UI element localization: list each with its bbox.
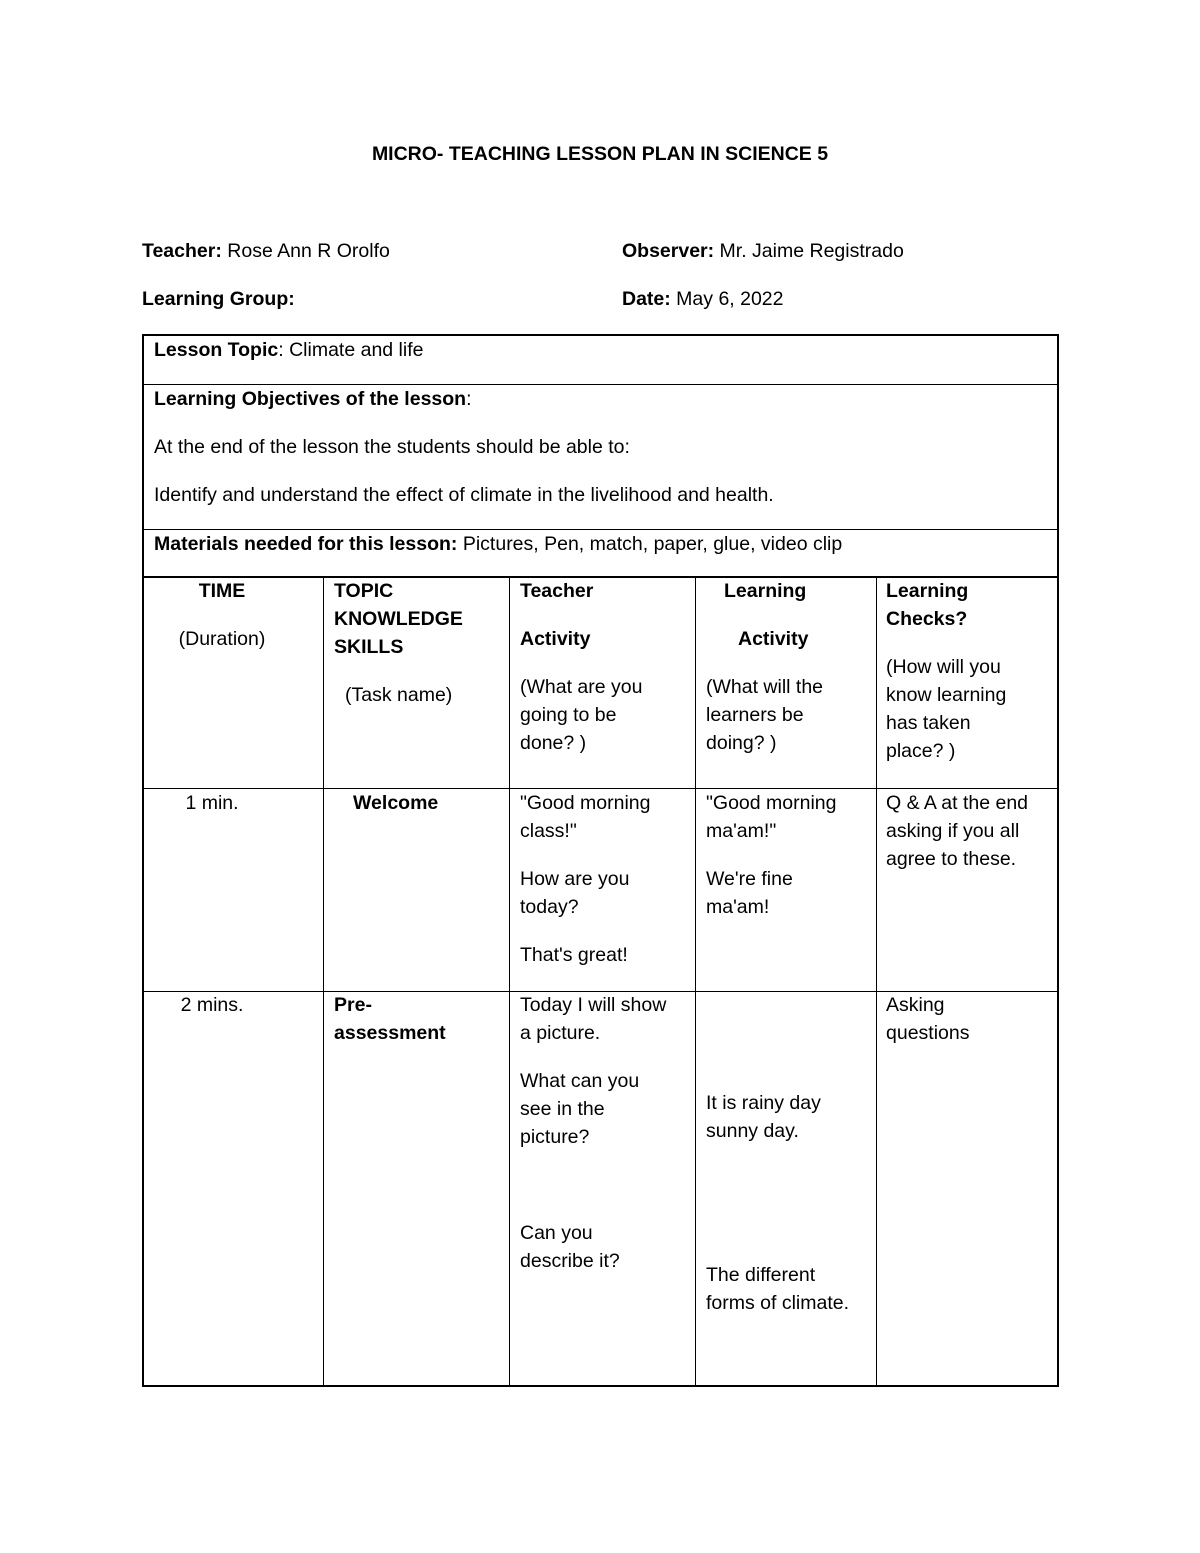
header-teacher-line: Teacher bbox=[520, 580, 594, 602]
row1-teacher-line: today? bbox=[520, 896, 579, 918]
header-teacher-activity bbox=[520, 577, 692, 757]
row1-teacher-line: That's great! bbox=[520, 944, 628, 966]
row1-learning-activity bbox=[706, 789, 872, 921]
lesson-activity-table bbox=[142, 576, 1059, 1387]
row2-learning-checks bbox=[886, 991, 1058, 1047]
row2-learning-line: forms of climate. bbox=[706, 1292, 850, 1314]
objectives-intro: At the end of the lesson the students should be able to: bbox=[154, 436, 630, 458]
row1-learning-line: ma'am! bbox=[706, 896, 770, 918]
row2-checks-line: questions bbox=[886, 1022, 970, 1044]
row2-learning-line: sunny day. bbox=[706, 1120, 799, 1142]
header-learning-line: (What will the bbox=[706, 676, 824, 698]
teacher-value: Rose Ann R Orolfo bbox=[221, 240, 390, 262]
header-checks-line: has taken bbox=[886, 712, 971, 734]
row1-learning-line: "Good morning bbox=[706, 792, 837, 814]
header-teacher-line: done? ) bbox=[520, 732, 587, 754]
teacher-field bbox=[142, 240, 390, 263]
row1-learning-line: We're fine bbox=[706, 868, 793, 890]
row1-time: 1 min. bbox=[185, 792, 239, 814]
row1-checks-line: asking if you all bbox=[886, 820, 1020, 842]
column-divider bbox=[876, 577, 877, 1385]
row1-teacher-activity bbox=[520, 789, 692, 969]
header-checks-line: Learning bbox=[886, 580, 969, 602]
row2-learning-line: The different bbox=[706, 1264, 816, 1286]
header-learning-activity bbox=[706, 577, 872, 757]
header-checks-line: (How will you bbox=[886, 656, 1001, 678]
column-divider bbox=[695, 577, 696, 1385]
row1-learning-checks bbox=[886, 789, 1058, 873]
row2-teacher-line: a picture. bbox=[520, 1022, 601, 1044]
objectives-item: Identify and understand the effect of climate in the livelihood and health. bbox=[154, 484, 774, 506]
row2-teacher-line: What can you bbox=[520, 1070, 640, 1092]
row2-topic-line: Pre- bbox=[334, 994, 372, 1016]
objectives-label: Learning Objectives of the lesson bbox=[154, 388, 467, 410]
header-topic-line: TOPIC bbox=[334, 580, 394, 602]
header-topic bbox=[334, 577, 504, 709]
row2-teacher-line: describe it? bbox=[520, 1250, 620, 1272]
teacher-label: Teacher: bbox=[142, 240, 222, 262]
objectives-colon: : bbox=[466, 388, 472, 410]
learning-group-label: Learning Group: bbox=[142, 288, 295, 310]
lesson-topic-label: Lesson Topic bbox=[154, 339, 279, 361]
header-learning-checks bbox=[886, 577, 1058, 765]
row2-teacher-line: Today I will show bbox=[520, 994, 667, 1016]
row2-topic bbox=[334, 991, 504, 1047]
observer-label: Observer: bbox=[622, 240, 715, 262]
header-time-subtitle: (Duration) bbox=[178, 628, 266, 650]
materials-row bbox=[144, 530, 1057, 576]
header-time bbox=[144, 577, 300, 653]
header-learning-line: Learning bbox=[724, 580, 807, 602]
header-checks-line: know learning bbox=[886, 684, 1007, 706]
lesson-topic-value: : Climate and life bbox=[278, 339, 424, 361]
row2-learning-activity bbox=[706, 1089, 872, 1317]
header-topic-line: KNOWLEDGE bbox=[334, 608, 463, 630]
learning-group-field bbox=[142, 288, 295, 311]
header-teacher-line: (What are you bbox=[520, 676, 643, 698]
learning-objectives-row bbox=[144, 385, 1057, 530]
lesson-info-table bbox=[142, 334, 1059, 578]
date-value: May 6, 2022 bbox=[670, 288, 784, 310]
row1-teacher-line: How are you bbox=[520, 868, 630, 890]
row2-teacher-line: picture? bbox=[520, 1126, 590, 1148]
lesson-topic-row bbox=[144, 336, 1057, 385]
page-title: MICRO- TEACHING LESSON PLAN IN SCIENCE 5 bbox=[371, 143, 829, 165]
row2-learning-line: It is rainy day bbox=[706, 1092, 821, 1114]
header-teacher-line: Activity bbox=[520, 628, 591, 650]
header-learning-line: learners be bbox=[706, 704, 804, 726]
header-checks-line: place? ) bbox=[886, 740, 956, 762]
date-field bbox=[622, 288, 784, 311]
header-topic-line: SKILLS bbox=[334, 636, 404, 658]
header-time-title: TIME bbox=[198, 580, 246, 602]
materials-label: Materials needed for this lesson: bbox=[154, 533, 458, 555]
row2-teacher-line: see in the bbox=[520, 1098, 605, 1120]
row2-time: 2 mins. bbox=[180, 994, 244, 1016]
materials-value: Pictures, Pen, match, paper, glue, video clip bbox=[457, 533, 843, 555]
row2-topic-line: assessment bbox=[334, 1022, 446, 1044]
row1-topic: Welcome bbox=[353, 792, 439, 814]
row1-teacher-line: class!" bbox=[520, 820, 577, 842]
header-teacher-line: going to be bbox=[520, 704, 617, 726]
row2-teacher-activity bbox=[520, 991, 692, 1275]
row1-teacher-line: "Good morning bbox=[520, 792, 651, 814]
date-label: Date: bbox=[622, 288, 671, 310]
row1-checks-line: agree to these. bbox=[886, 848, 1017, 870]
header-checks-line: Checks? bbox=[886, 608, 968, 630]
header-learning-line: Activity bbox=[738, 628, 809, 650]
column-divider bbox=[509, 577, 510, 1385]
row1-checks-line: Q & A at the end bbox=[886, 792, 1029, 814]
row1-learning-line: ma'am!" bbox=[706, 820, 777, 842]
row2-teacher-line: Can you bbox=[520, 1222, 593, 1244]
row2-checks-line: Asking bbox=[886, 994, 945, 1016]
header-learning-line: doing? ) bbox=[706, 732, 777, 754]
observer-field bbox=[622, 240, 904, 263]
column-divider bbox=[323, 577, 324, 1385]
observer-value: Mr. Jaime Registrado bbox=[714, 240, 904, 262]
header-topic-subtitle: (Task name) bbox=[345, 684, 453, 706]
